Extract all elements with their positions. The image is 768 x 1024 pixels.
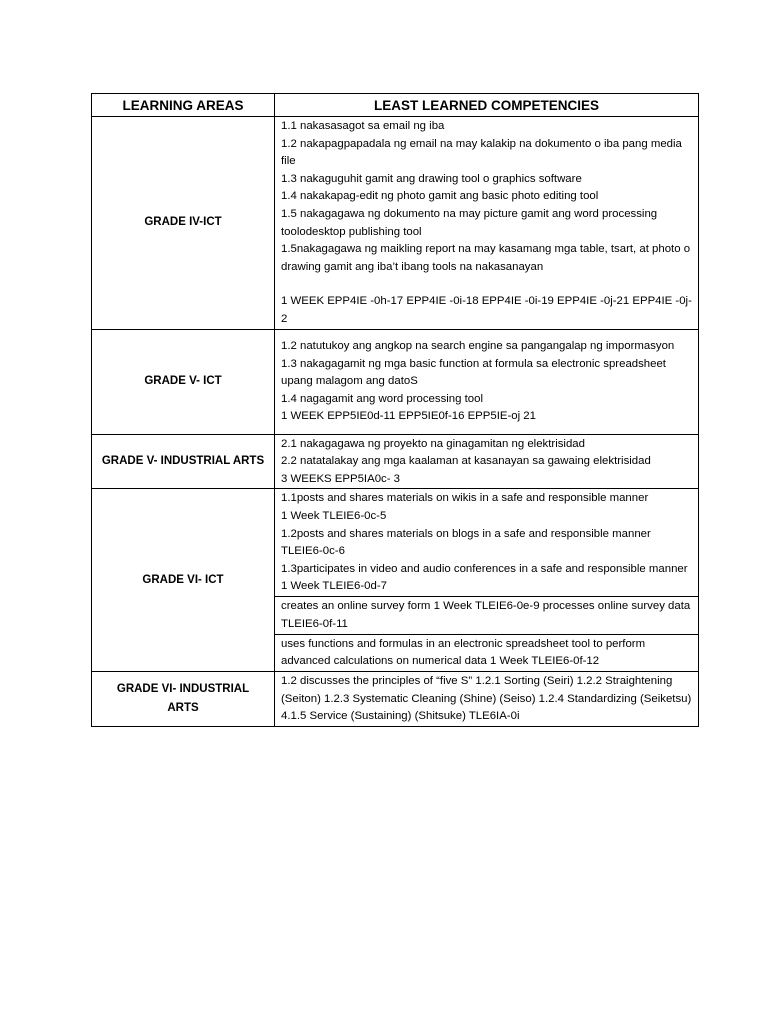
line-gap: [281, 276, 694, 293]
competency-code-line: 3 WEEKS EPP5IA0c- 3: [281, 472, 401, 485]
competencies-grade6-ict-block2: creates an online survey form 1 Week TLEIE6-0e-9 processes online survey data TLEIE6-0f-11: [275, 596, 699, 634]
competencies-grade5-industrial-arts: [275, 434, 699, 489]
area-grade5-ict: GRADE V- ICT: [92, 329, 275, 434]
competency-line: 2.2 natatalakay ang mga kaalaman at kasanayan sa gawaing elektrisidad: [281, 455, 651, 468]
area-grade6-industrial-arts: GRADE VI- INDUSTRIAL ARTS: [92, 672, 275, 727]
competency-line: 1.5nakagagawa ng maikling report na may kasamang mga table, tsart, at photo o drawing gamit ang iba’t ibang tools na nakasanayan: [281, 243, 691, 273]
competency-line: 1.4 nagagamit ang word processing tool: [281, 392, 483, 405]
competency-table: [91, 93, 699, 727]
competencies-grade5-ict: [275, 329, 699, 434]
competencies-grade4-ict: [275, 117, 699, 330]
table-row-grade5-industrial-arts: [92, 434, 699, 489]
area-grade4-ict: GRADE IV-ICT: [92, 117, 275, 330]
header-row: [92, 94, 699, 117]
competency-line: 1.2 nakapagpapadala ng email na may kalakip na dokumento o iba pang media file: [281, 137, 682, 168]
competency-code-line: 1 WEEK EPP5IE0d-11 EPP5IE0f-16 EPP5IE-oj 21: [281, 410, 536, 423]
header-learning-areas: LEARNING AREAS: [92, 94, 275, 117]
table-row-grade5-ict: [92, 329, 699, 434]
area-grade5-industrial-arts: GRADE V- INDUSTRIAL ARTS: [92, 434, 275, 489]
competency-line: 1.1posts and shares materials on wikis in a safe and responsible manner: [281, 492, 649, 505]
competency-line: 1.2posts and shares materials on blogs in a safe and responsible manner TLEIE6-0c-6: [281, 527, 651, 558]
competencies-grade6-ict-block1: [275, 489, 699, 597]
competency-line: 1.3 nakagagamit ng mga basic function at formula sa electronic spreadsheet upang malagom ang datoS: [281, 357, 666, 388]
table-row-grade6-ict: [92, 489, 699, 597]
competency-line: 1.2 natutukoy ang angkop na search engine sa pangangalap ng impormasyon: [281, 340, 675, 353]
competency-line: 1.4 nakakapag-edit ng photo gamit ang basic photo editing tool: [281, 190, 599, 203]
competency-line: 1 Week TLEIE6-0c-5: [281, 509, 387, 522]
competency-line: 1.3participates in video and audio conferences in a safe and responsible manner 1 Week TLEIE6-0d-7: [281, 562, 688, 593]
competency-code-line: 1 WEEK EPP4IE -0h-17 EPP4IE -0i-18 EPP4IE -0i-19 EPP4IE -0j-21 EPP4IE -0j-2: [281, 295, 692, 325]
competency-line: 1.3 nakaguguhit gamit ang drawing tool o graphics software: [281, 172, 582, 185]
area-grade6-ict: GRADE VI- ICT: [92, 489, 275, 672]
competencies-grade6-ict-block3: uses functions and formulas in an electronic spreadsheet tool to perform advanced calculations on numerical data 1 Week TLEIE6-0f-12: [275, 634, 699, 671]
table-row-grade4-ict: [92, 117, 699, 330]
competency-line: 2.1 nakagagawa ng proyekto na ginagamitan ng elektrisidad: [281, 437, 585, 450]
competencies-grade6-industrial-arts: 1.2 discusses the principles of “five S” 1.2.1 Sorting (Seiri) 1.2.2 Straightening (Seiton) 1.2.3 Systematic Cleaning (Shine) (Seiso) 1.2.4 Standardizing (Seiketsu) 4.1.5 Service (Sustaining) (Shitsuke) TLE6IA-0i: [275, 672, 699, 727]
competency-line: 1.1 nakasasagot sa email ng iba: [281, 120, 445, 132]
competency-line: 1.5 nakagagawa ng dokumento na may picture gamit ang word processing toolodesktop publishing tool: [281, 207, 658, 238]
table-row-grade6-industrial-arts: [92, 672, 699, 727]
header-least-learned-competencies: LEAST LEARNED COMPETENCIES: [275, 94, 699, 117]
